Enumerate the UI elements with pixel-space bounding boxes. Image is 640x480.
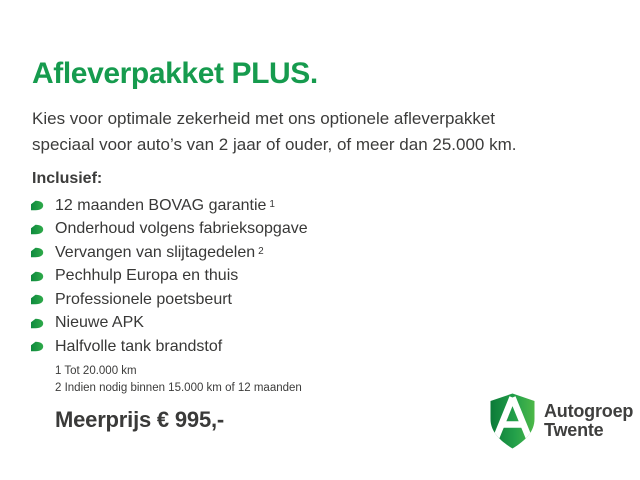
leaf-bullet-icon (30, 200, 44, 211)
leaf-bullet-icon (30, 341, 44, 352)
autogroep-twente-logo (489, 393, 633, 449)
list-item (32, 265, 592, 289)
intro-text (32, 106, 592, 158)
features-list (32, 194, 592, 359)
list-item-label: Nieuwe APK (55, 314, 144, 332)
leaf-bullet-icon (30, 294, 44, 305)
intro-line-2: speciaal voor auto’s van 2 jaar of ouder, of meer dan 25.000 km. (32, 135, 517, 154)
list-item-label: Pechhulp Europa en thuis (55, 267, 239, 285)
price-label: Meerprijs € 995,- (55, 406, 225, 432)
list-item-label: Halfvolle tank brandstof (55, 337, 223, 355)
shield-a-logo-icon (489, 393, 536, 449)
footnote-1: 1 Tot 20.000 km (55, 364, 137, 377)
list-item-label: Onderhoud volgens fabrieksopgave (55, 220, 308, 238)
list-item-label: Professionele poetsbeurt (55, 290, 232, 308)
list-item (32, 312, 592, 336)
leaf-bullet-icon (30, 271, 44, 282)
flyer-content (32, 58, 592, 433)
list-item (32, 335, 592, 359)
intro-line-1: Kies voor optimale zekerheid met ons optionele afleverpakket (32, 109, 496, 128)
logo-line-1: Autogroep (544, 401, 634, 421)
inclusief-heading: Inclusief: (32, 170, 103, 187)
page-title: Afleverpakket PLUS. (32, 57, 318, 90)
leaf-bullet-icon (30, 247, 44, 258)
logo-wordmark (544, 402, 633, 440)
footnote-2: 2 Indien nodig binnen 15.000 km of 12 maanden (55, 381, 302, 394)
list-item: 12 maanden BOVAG garantie $^1$ (32, 194, 592, 218)
logo-line-2: Twente (544, 420, 604, 440)
leaf-bullet-icon (30, 224, 44, 235)
footnotes (55, 363, 592, 397)
list-item-label: 12 maanden BOVAG garantie (55, 196, 267, 214)
list-item (32, 218, 592, 242)
list-item (32, 288, 592, 312)
list-item-label: Vervangen van slijtagedelen (55, 243, 256, 261)
list-item: Vervangen van slijtagedelen $^2$ (32, 241, 592, 265)
leaf-bullet-icon (30, 318, 44, 329)
